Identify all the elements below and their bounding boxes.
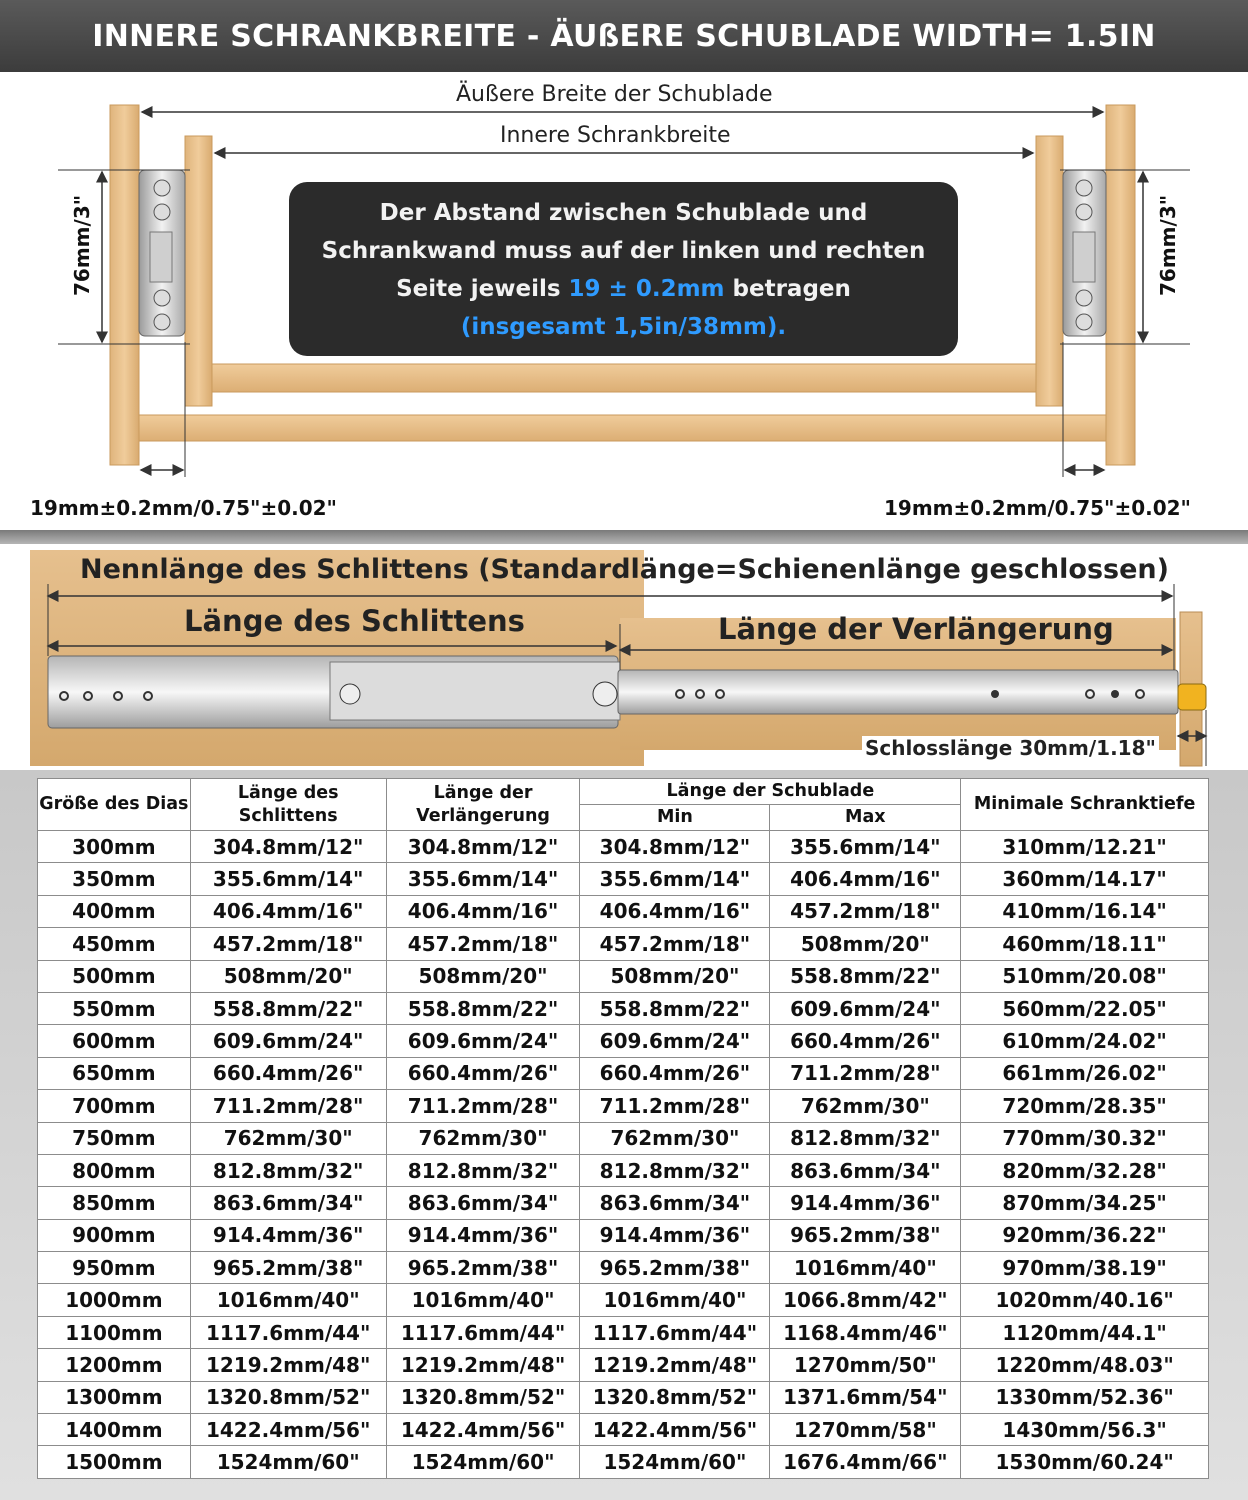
table-row [38, 1187, 1209, 1219]
table-row [38, 863, 1209, 895]
cabinet-floor [139, 415, 1106, 441]
cell-min-cabinet-depth: 410mm/16.14" [961, 895, 1209, 927]
cell-size: 1300mm [38, 1381, 191, 1413]
cell-drawer-min: 863.6mm/34" [580, 1187, 770, 1219]
callout-line-2: Schrankwand muss auf der linken und rechten [321, 238, 926, 264]
cell-slide-length: 1524mm/60" [190, 1446, 386, 1478]
cell-slide-length: 457.2mm/18" [190, 928, 386, 960]
cell-size: 450mm [38, 928, 191, 960]
cell-min-cabinet-depth: 510mm/20.08" [961, 960, 1209, 992]
cell-size: 300mm [38, 831, 191, 863]
header-drawer-max: Max [770, 805, 961, 831]
drawer-side-right [1036, 136, 1063, 406]
table-row [38, 1025, 1209, 1057]
cell-extension-length: 355.6mm/14" [386, 863, 580, 895]
cell-drawer-min: 558.8mm/22" [580, 992, 770, 1024]
section-divider [0, 530, 1248, 544]
cell-min-cabinet-depth: 1120mm/44.1" [961, 1316, 1209, 1348]
cell-extension-length: 965.2mm/38" [386, 1252, 580, 1284]
cell-drawer-max: 355.6mm/14" [770, 831, 961, 863]
cell-extension-length: 304.8mm/12" [386, 831, 580, 863]
table-row [38, 992, 1209, 1024]
cell-min-cabinet-depth: 1530mm/60.24" [961, 1446, 1209, 1478]
header-extension-length: Länge der Verlängerung [386, 779, 580, 831]
cell-size: 1500mm [38, 1446, 191, 1478]
cell-size: 1000mm [38, 1284, 191, 1316]
callout-line-3: Seite jeweils 19 ± 0.2mm betragen [396, 276, 851, 302]
cell-drawer-min: 1524mm/60" [580, 1446, 770, 1478]
cell-min-cabinet-depth: 1330mm/52.36" [961, 1381, 1209, 1413]
nominal-length-label: Nennlänge des Schlittens (Standardlänge=Schienenlänge geschlossen) [80, 554, 1169, 585]
header-size: Größe des Dias [38, 779, 191, 831]
table-body [38, 831, 1209, 1479]
cell-min-cabinet-depth: 560mm/22.05" [961, 992, 1209, 1024]
cell-min-cabinet-depth: 720mm/28.35" [961, 1090, 1209, 1122]
table-row [38, 895, 1209, 927]
table-row [38, 1219, 1209, 1251]
table-row [38, 831, 1209, 863]
cell-drawer-min: 304.8mm/12" [580, 831, 770, 863]
cell-size: 350mm [38, 863, 191, 895]
table-row [38, 1349, 1209, 1381]
cell-drawer-min: 711.2mm/28" [580, 1090, 770, 1122]
cell-extension-length: 914.4mm/36" [386, 1219, 580, 1251]
cell-drawer-min: 406.4mm/16" [580, 895, 770, 927]
cell-size: 650mm [38, 1057, 191, 1089]
cell-extension-length: 457.2mm/18" [386, 928, 580, 960]
cell-drawer-min: 508mm/20" [580, 960, 770, 992]
table-row [38, 1252, 1209, 1284]
cell-extension-length: 1016mm/40" [386, 1284, 580, 1316]
cell-slide-length: 711.2mm/28" [190, 1090, 386, 1122]
cell-drawer-max: 1371.6mm/54" [770, 1381, 961, 1413]
drawer-side-left [185, 136, 212, 406]
cell-drawer-min: 609.6mm/24" [580, 1025, 770, 1057]
table-row [38, 1414, 1209, 1446]
cell-min-cabinet-depth: 610mm/24.02" [961, 1025, 1209, 1057]
cell-min-cabinet-depth: 920mm/36.22" [961, 1219, 1209, 1251]
cell-extension-length: 1422.4mm/56" [386, 1414, 580, 1446]
cell-drawer-max: 914.4mm/36" [770, 1187, 961, 1219]
header-drawer-length: Länge der Schublade [580, 779, 961, 805]
cell-drawer-min: 1016mm/40" [580, 1284, 770, 1316]
cell-drawer-max: 1676.4mm/66" [770, 1446, 961, 1478]
cell-slide-length: 762mm/30" [190, 1122, 386, 1154]
cell-min-cabinet-depth: 1430mm/56.3" [961, 1414, 1209, 1446]
cell-drawer-max: 711.2mm/28" [770, 1057, 961, 1089]
header-drawer-min: Min [580, 805, 770, 831]
cell-slide-length: 914.4mm/36" [190, 1219, 386, 1251]
inner-width-label: Innere Schrankbreite [494, 123, 737, 148]
cell-drawer-max: 609.6mm/24" [770, 992, 961, 1024]
cell-size: 600mm [38, 1025, 191, 1057]
cell-drawer-min: 1117.6mm/44" [580, 1316, 770, 1348]
cell-drawer-min: 762mm/30" [580, 1122, 770, 1154]
cell-size: 400mm [38, 895, 191, 927]
cell-slide-length: 1117.6mm/44" [190, 1316, 386, 1348]
slide-rail-left [139, 170, 185, 336]
height-label-right: 76mm/3" [1156, 194, 1180, 296]
cell-slide-length: 1320.8mm/52" [190, 1381, 386, 1413]
lock-length-label: Schlosslänge 30mm/1.18" [862, 736, 1159, 760]
table-row [38, 1446, 1209, 1478]
cabinet-width-diagram [0, 72, 1248, 530]
cell-extension-length: 711.2mm/28" [386, 1090, 580, 1122]
callout-line-1: Der Abstand zwischen Schublade und [379, 200, 868, 226]
height-label-left: 76mm/3" [70, 194, 94, 296]
cell-drawer-max: 558.8mm/22" [770, 960, 961, 992]
cell-slide-length: 812.8mm/32" [190, 1154, 386, 1186]
table-row [38, 960, 1209, 992]
size-specification-table [37, 778, 1209, 1479]
cell-drawer-max: 1066.8mm/42" [770, 1284, 961, 1316]
table-row [38, 1057, 1209, 1089]
cell-drawer-max: 812.8mm/32" [770, 1122, 961, 1154]
cell-size: 850mm [38, 1187, 191, 1219]
cell-min-cabinet-depth: 1020mm/40.16" [961, 1284, 1209, 1316]
cell-slide-length: 558.8mm/22" [190, 992, 386, 1024]
cabinet-wall-left [110, 105, 139, 465]
table-row [38, 1316, 1209, 1348]
cell-drawer-min: 1422.4mm/56" [580, 1414, 770, 1446]
cell-drawer-max: 1168.4mm/46" [770, 1316, 961, 1348]
cell-drawer-min: 812.8mm/32" [580, 1154, 770, 1186]
cell-drawer-max: 406.4mm/16" [770, 863, 961, 895]
cell-drawer-max: 965.2mm/38" [770, 1219, 961, 1251]
cell-slide-length: 609.6mm/24" [190, 1025, 386, 1057]
slide-length-diagram [0, 544, 1248, 770]
lock-icon [1178, 684, 1206, 710]
cell-min-cabinet-depth: 661mm/26.02" [961, 1057, 1209, 1089]
outer-width-label: Äußere Breite der Schublade [450, 82, 778, 107]
cell-slide-length: 508mm/20" [190, 960, 386, 992]
cabinet-wall-right [1106, 105, 1135, 465]
cell-extension-length: 508mm/20" [386, 960, 580, 992]
gap-requirement-callout [289, 182, 958, 356]
cell-drawer-min: 355.6mm/14" [580, 863, 770, 895]
slide-rail-right [1063, 170, 1106, 336]
cell-size: 800mm [38, 1154, 191, 1186]
cell-min-cabinet-depth: 770mm/30.32" [961, 1122, 1209, 1154]
cell-extension-length: 812.8mm/32" [386, 1154, 580, 1186]
callout-highlight-total: (insgesamt 1,5in/38mm). [460, 314, 787, 340]
cell-extension-length: 609.6mm/24" [386, 1025, 580, 1057]
table-row [38, 1090, 1209, 1122]
cell-drawer-max: 1016mm/40" [770, 1252, 961, 1284]
cell-size: 500mm [38, 960, 191, 992]
cell-min-cabinet-depth: 820mm/32.28" [961, 1154, 1209, 1186]
table-row [38, 1154, 1209, 1186]
cell-drawer-max: 1270mm/50" [770, 1349, 961, 1381]
page-title-banner [0, 0, 1248, 72]
slide-length-label: Länge des Schlittens [184, 604, 525, 638]
gap-label-left: 19mm±0.2mm/0.75"±0.02" [30, 496, 337, 520]
cell-size: 950mm [38, 1252, 191, 1284]
cell-extension-length: 1219.2mm/48" [386, 1349, 580, 1381]
table-row [38, 1122, 1209, 1154]
cell-drawer-max: 457.2mm/18" [770, 895, 961, 927]
cell-slide-length: 1422.4mm/56" [190, 1414, 386, 1446]
cell-drawer-max: 660.4mm/26" [770, 1025, 961, 1057]
cell-drawer-min: 914.4mm/36" [580, 1219, 770, 1251]
cell-min-cabinet-depth: 460mm/18.11" [961, 928, 1209, 960]
cell-size: 750mm [38, 1122, 191, 1154]
cell-drawer-min: 965.2mm/38" [580, 1252, 770, 1284]
cell-slide-length: 965.2mm/38" [190, 1252, 386, 1284]
cell-slide-length: 863.6mm/34" [190, 1187, 386, 1219]
cell-min-cabinet-depth: 870mm/34.25" [961, 1187, 1209, 1219]
cell-min-cabinet-depth: 970mm/38.19" [961, 1252, 1209, 1284]
slide-middle-member [330, 662, 620, 720]
cell-drawer-min: 1320.8mm/52" [580, 1381, 770, 1413]
cell-min-cabinet-depth: 1220mm/48.03" [961, 1349, 1209, 1381]
cell-drawer-max: 762mm/30" [770, 1090, 961, 1122]
cell-drawer-max: 508mm/20" [770, 928, 961, 960]
drawer-bottom [212, 364, 1036, 392]
cell-drawer-min: 660.4mm/26" [580, 1057, 770, 1089]
cell-slide-length: 1016mm/40" [190, 1284, 386, 1316]
cell-slide-length: 660.4mm/26" [190, 1057, 386, 1089]
cell-min-cabinet-depth: 360mm/14.17" [961, 863, 1209, 895]
cell-size: 900mm [38, 1219, 191, 1251]
table-row [38, 1381, 1209, 1413]
cell-drawer-min: 1219.2mm/48" [580, 1349, 770, 1381]
cell-extension-length: 558.8mm/22" [386, 992, 580, 1024]
cell-extension-length: 1524mm/60" [386, 1446, 580, 1478]
header-slide-length: Länge des Schlittens [190, 779, 386, 831]
cell-slide-length: 1219.2mm/48" [190, 1349, 386, 1381]
cell-extension-length: 1117.6mm/44" [386, 1316, 580, 1348]
extension-length-label: Länge der Verlängerung [718, 612, 1114, 646]
cell-slide-length: 355.6mm/14" [190, 863, 386, 895]
cell-extension-length: 762mm/30" [386, 1122, 580, 1154]
cell-size: 1200mm [38, 1349, 191, 1381]
cell-size: 1400mm [38, 1414, 191, 1446]
cell-extension-length: 660.4mm/26" [386, 1057, 580, 1089]
header-min-cabinet-depth: Minimale Schranktiefe [961, 779, 1209, 831]
page-title: INNERE SCHRANKBREITE - ÄUßERE SCHUBLADE WIDTH= 1.5IN [92, 18, 1156, 54]
gap-label-right: 19mm±0.2mm/0.75"±0.02" [884, 496, 1191, 520]
cell-extension-length: 406.4mm/16" [386, 895, 580, 927]
cell-extension-length: 863.6mm/34" [386, 1187, 580, 1219]
cell-drawer-max: 863.6mm/34" [770, 1154, 961, 1186]
callout-highlight-tolerance: 19 ± 0.2mm [568, 276, 725, 302]
table-row [38, 1284, 1209, 1316]
cell-size: 700mm [38, 1090, 191, 1122]
cell-min-cabinet-depth: 310mm/12.21" [961, 831, 1209, 863]
cell-drawer-max: 1270mm/58" [770, 1414, 961, 1446]
cell-slide-length: 304.8mm/12" [190, 831, 386, 863]
cell-drawer-min: 457.2mm/18" [580, 928, 770, 960]
table-row [38, 928, 1209, 960]
spec-table-section [0, 770, 1248, 1500]
cell-size: 550mm [38, 992, 191, 1024]
cell-slide-length: 406.4mm/16" [190, 895, 386, 927]
cell-size: 1100mm [38, 1316, 191, 1348]
cell-extension-length: 1320.8mm/52" [386, 1381, 580, 1413]
